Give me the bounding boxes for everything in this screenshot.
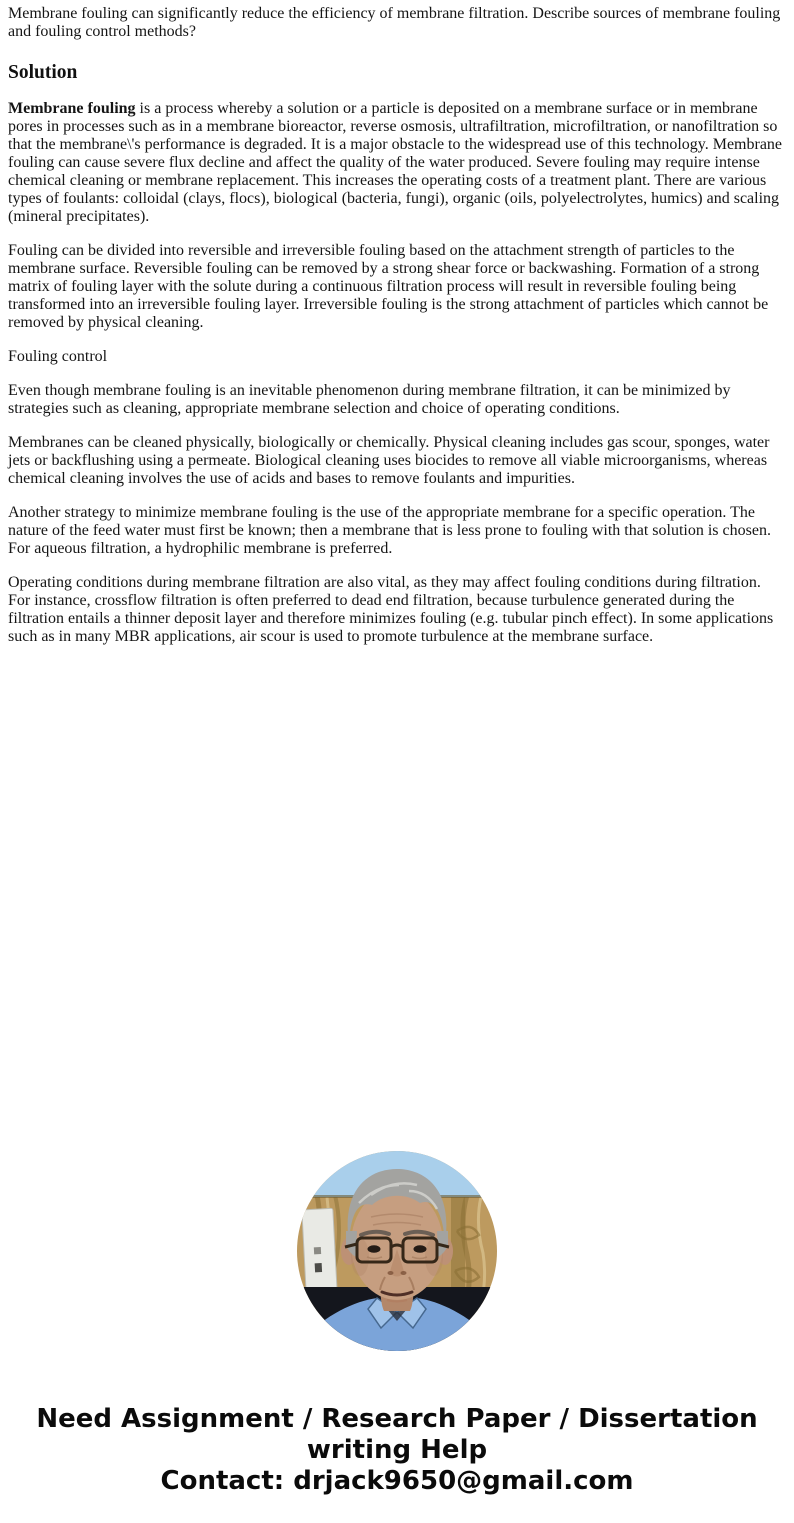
portrait-nostril: [388, 1271, 394, 1275]
solution-paragraph-2: Fouling can be divided into reversible and irreversible fouling based on the attachment strength of particles to the membrane surface. Reversible fouling can be removed by a strong shear force or backwashing. Formation of a strong matrix of fouling layer with the solute during a continuous filtration process will result in reversible fouling being transformed into an irreversible fouling layer. Irreversible fouling is the strong attachment of particles which cannot be removed by physical cleaning.: [8, 242, 769, 331]
solution-paragraph-1: [8, 100, 786, 226]
footer-contact-email: Contact: drjack9650@gmail.com: [160, 1466, 634, 1496]
portrait-eye-right: [414, 1245, 427, 1253]
portrait-photo: [297, 1151, 497, 1351]
footer-help-line-2: writing Help: [306, 1435, 488, 1465]
question-paragraph: Membrane fouling can significantly reduce the efficiency of membrane filtration. Describe sources of membrane fouling and fouling control methods?: [8, 5, 781, 40]
fouling-control-subheading: Fouling control: [8, 348, 108, 365]
blank-space: [8, 662, 786, 1151]
solution-paragraph-4: Membranes can be cleaned physically, biologically or chemically. Physical cleaning includes gas scour, sponges, water jets or backflushing using a permeate. Biological cleaning uses biocides to remove all viable microorganisms, whereas chemical cleaning involves the use of acids and bases to remove foulants and impurities.: [8, 434, 770, 487]
solution-paragraph-1-text: is a process whereby a solution or a particle is deposited on a membrane surface or in membrane pores in processes such as in a membrane bioreactor, reverse osmosis, ultrafiltration, microfiltration, or nanofiltration so that the membrane\'s performance is degraded. It is a major obstacle to the widespread use of this technology. Membrane fouling can cause severe flux decline and affect the quality of the water produced. Severe fouling may require intense chemical cleaning or membrane replacement. This increases the operating costs of a treatment plant. There are various types of foulants: colloidal (clays, flocs), biological (bacteria, fungi), organic (oils, polyelectrolytes, humics) and scaling (mineral precipitates).: [8, 100, 783, 225]
footer-promo: [8, 1404, 786, 1497]
portrait-nostril: [401, 1271, 407, 1275]
solution-paragraph-3: Even though membrane fouling is an inevitable phenomenon during membrane filtration, it can be minimized by strategies such as cleaning, appropriate membrane selection and choice of operating conditions.: [8, 382, 731, 417]
solution-paragraph-6: Operating conditions during membrane filtration are also vital, as they may affect fouling conditions during filtration. For instance, crossflow filtration is often preferred to dead end filtration, because turbulence generated during the filtration entails a thinner deposit layer and therefore minimizes fouling (e.g. tubular pinch effect). In some applications such as in many MBR applications, air scour is used to promote turbulence at the membrane surface.: [8, 574, 774, 645]
portrait-photo-image: [297, 1151, 497, 1351]
solution-paragraph-5: Another strategy to minimize membrane fouling is the use of the appropriate membrane for a specific operation. The nature of the feed water must first be known; then a membrane that is less prone to fouling with that solution is chosen. For aqueous filtration, a hydrophilic membrane is preferred.: [8, 504, 771, 557]
solution-heading: Solution: [8, 62, 78, 83]
membrane-fouling-term: Membrane fouling: [8, 100, 136, 117]
portrait-wall-panel: [302, 1208, 338, 1299]
portrait-eye-left: [368, 1245, 381, 1253]
footer-help-line-1: Need Assignment / Research Paper / Dissertation: [36, 1404, 758, 1434]
